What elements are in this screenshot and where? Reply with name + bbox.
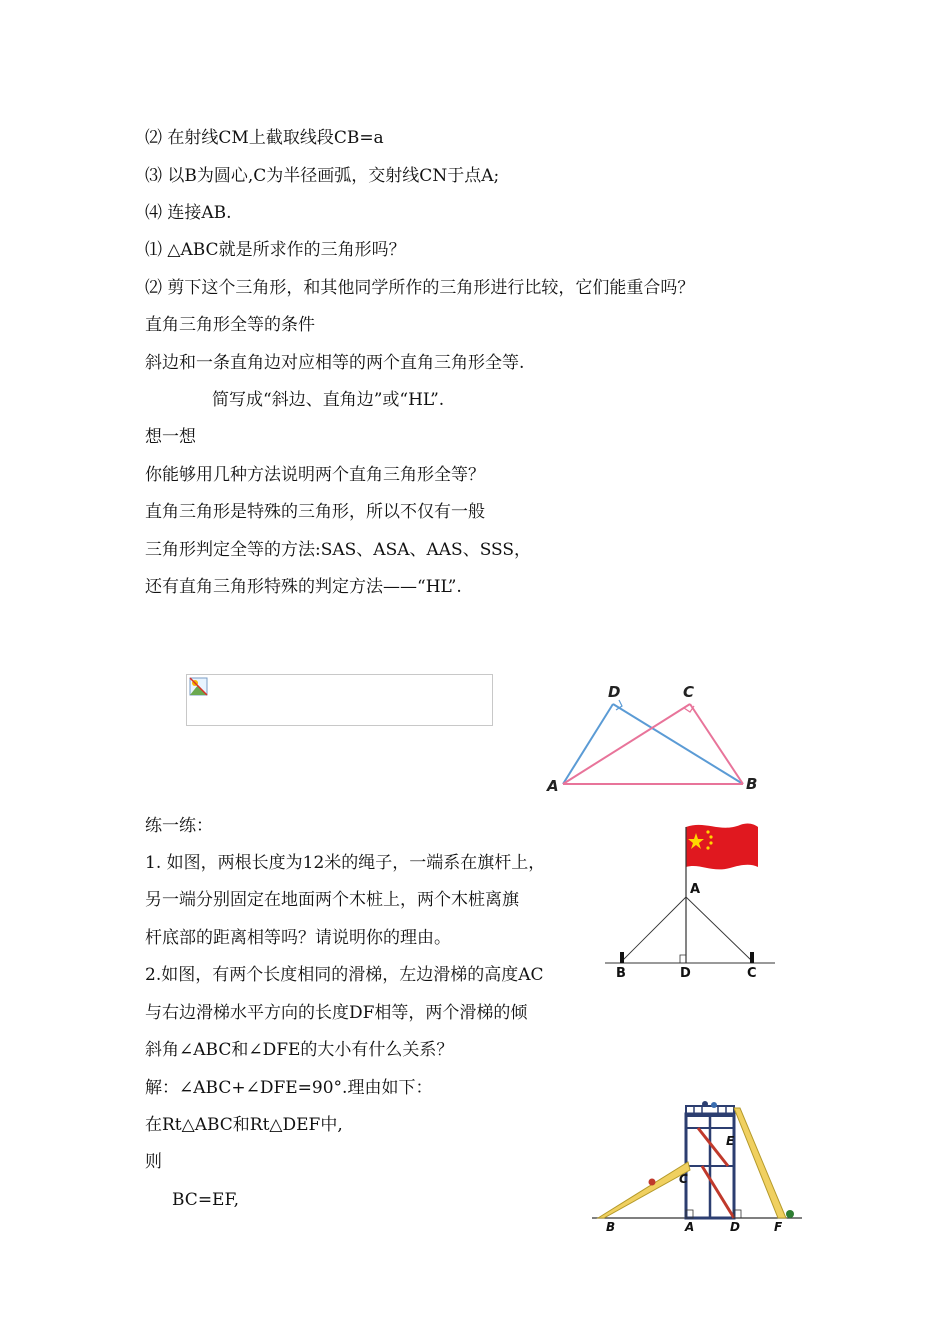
label-d: D [730, 1220, 740, 1234]
hl-theorem: 斜边和一条直角边对应相等的两个直角三角形全等. [145, 353, 525, 373]
label-d: D [608, 683, 621, 701]
text-line-4: ⑴ △ABC就是所求作的三角形吗？ [145, 240, 406, 260]
two-right-triangles-figure [540, 680, 770, 795]
solution-line-3: 则 [145, 1152, 162, 1172]
text-line-3: ⑷ 连接AB. [145, 203, 232, 223]
label-a: A [690, 882, 701, 897]
stake-left [620, 952, 624, 963]
label-a: A [547, 777, 559, 795]
slides-figure [590, 1100, 805, 1235]
label-a: A [685, 1220, 695, 1234]
stake-right [750, 952, 754, 963]
label-f: F [774, 1220, 783, 1234]
right-angle-mark [680, 955, 686, 963]
flag [686, 824, 758, 870]
flagpole-figure [600, 815, 780, 980]
problem-2-line-3: 斜角∠ABC和∠DFE的大小有什么关系？ [145, 1040, 454, 1060]
solution-line-1: 解：∠ABC+∠DFE=90°.理由如下： [145, 1078, 433, 1098]
section-heading-practice: 练一练： [145, 816, 213, 836]
hl-abbreviation: 简写成“斜边、直角边”或“HL”. [212, 390, 445, 410]
problem-2-line-1: 2.如图，有两个长度相同的滑梯，左边滑梯的高度AC [145, 965, 544, 985]
label-b: B [606, 1220, 616, 1234]
problem-1-line-2: 另一端分别固定在地面两个木桩上，两个木桩离旗 [145, 890, 519, 910]
broken-image-placeholder [186, 674, 493, 726]
segment-db [613, 704, 743, 784]
problem-1-line-1: 1. 如图，两根长度为12米的绳子，一端系在旗杆上， [145, 853, 546, 873]
label-c: C [747, 966, 757, 980]
solution-line-2: 在Rt△ABC和Rt△DEF中, [145, 1115, 343, 1135]
text-line-11: 直角三角形是特殊的三角形，所以不仅有一般 [145, 502, 485, 522]
right-slide [734, 1108, 786, 1218]
label-d: D [680, 966, 691, 980]
text-line-2: ⑶ 以B为圆心,C为半径画弧，交射线CN于点A; [145, 166, 500, 186]
rope-right [686, 897, 752, 961]
section-heading-think: 想一想 [145, 427, 196, 447]
segment-ac [563, 704, 690, 784]
problem-2-line-2: 与右边滑梯水平方向的长度DF相等，两个滑梯的倾 [145, 1003, 528, 1023]
left-slide [598, 1162, 690, 1218]
broken-image-icon [189, 677, 209, 697]
text-line-12: 三角形判定全等的方法:SAS、ASA、AAS、SSS， [145, 540, 532, 560]
text-line-1: ⑵ 在射线CM上截取线段CB=a [145, 128, 384, 148]
section-heading-hl: 直角三角形全等的条件 [145, 315, 315, 335]
text-line-10: 你能够用几种方法说明两个直角三角形全等？ [145, 465, 485, 485]
rope-left [622, 897, 686, 961]
problem-1-line-3: 杆底部的距离相等吗？请说明你的理由。 [145, 928, 451, 948]
text-line-13: 还有直角三角形特殊的判定方法——“HL”. [145, 577, 462, 597]
label-c: C [683, 683, 695, 701]
label-b: B [616, 966, 626, 980]
solution-line-4: BC=EF, [172, 1190, 240, 1210]
label-e: E [726, 1134, 735, 1148]
label-b: B [746, 775, 758, 793]
segment-ad [563, 704, 613, 784]
stairs-upper [698, 1128, 728, 1166]
label-c: C [679, 1172, 688, 1186]
text-line-5: ⑵ 剪下这个三角形，和其他同学所作的三角形进行比较，它们能重合吗？ [145, 278, 695, 298]
stairs-lower [702, 1166, 734, 1218]
segment-cb [690, 704, 743, 784]
